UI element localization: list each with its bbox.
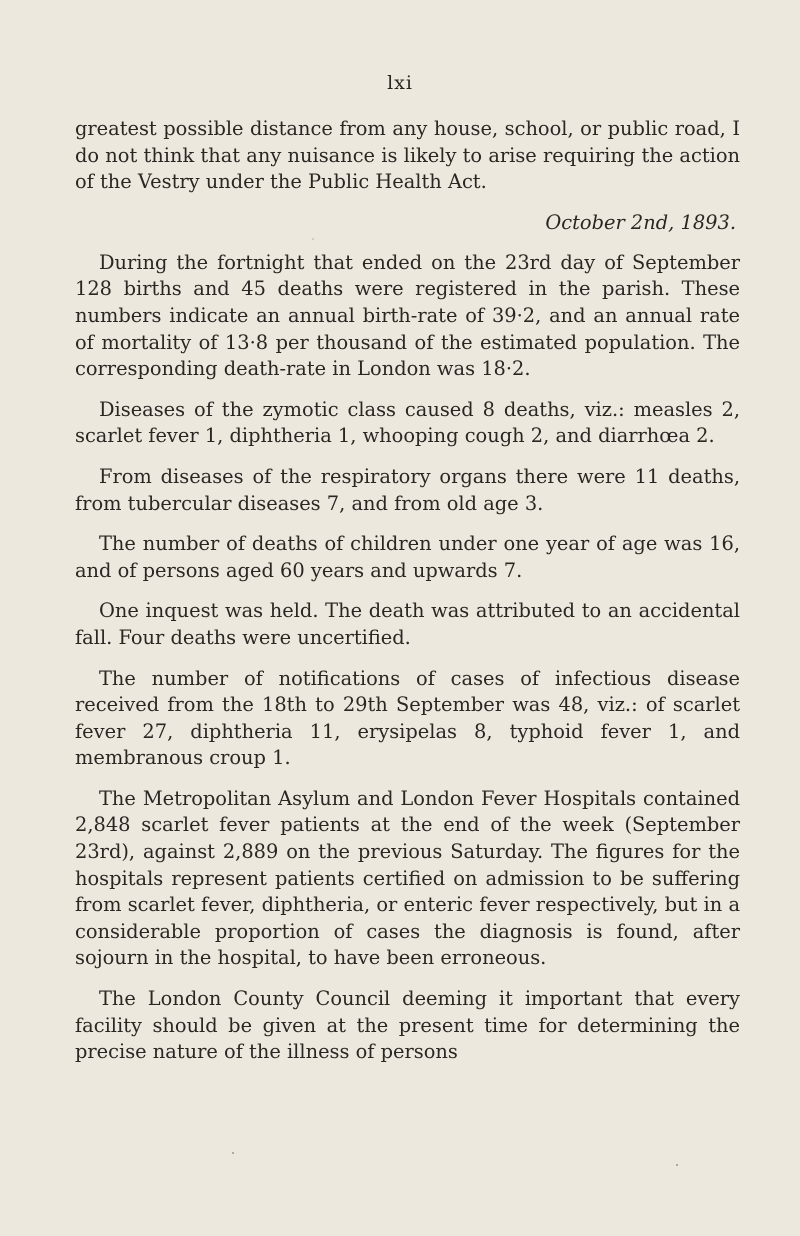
paper-speck	[312, 238, 314, 240]
paragraph-notifications: The number of notifications of cases of infectious disease received from the 18th to 29th September was 48, viz.: of scarlet fever 27, diphtheria 11, erysipelas 8, typhoid fever 1, and membranous croup 1.	[75, 666, 740, 770]
page-number: lxi	[387, 72, 413, 94]
report-body	[75, 116, 740, 1080]
paper-speck	[232, 1152, 234, 1154]
report-dateline: October 2nd, 1893.	[545, 210, 736, 234]
paragraph-hospitals: The Metropolitan Asylum and London Fever Hospitals contained 2,848 scarlet fever patients at the end of the week (September 23rd), against 2,889 on the previous Saturday. The figures for the hospitals represent patients certified on admission to be suffering from scarlet fever, diphtheria, or enteric fever respectively, but in a considerable proportion of cases the diagnosis is found, after sojourn in the hospital, to have been erroneous.	[75, 786, 740, 970]
paragraph-inquest: One inquest was held. The death was attributed to an accidental fall. Four deaths were uncertified.	[75, 599, 740, 649]
paper-speck	[676, 1164, 678, 1166]
paragraph-respiratory-diseases: From diseases of the respiratory organs there were 11 deaths, from tubercular diseases 7, and from old age 3.	[75, 464, 740, 515]
paragraph-child-deaths: The number of deaths of children under one year of age was 16, and of persons aged 60 years and upwards 7.	[75, 532, 740, 582]
paragraph-births-deaths: During the fortnight that ended on the 23rd day of September 128 births and 45 deaths were registered in the parish. These numbers indicate an annual birth-rate of 39·2, and an annual rate of mortality of 13·8 per thousand of the estimated population. The corresponding death-rate in London was 18·2.	[75, 250, 740, 381]
paragraph-zymotic-diseases: Diseases of the zymotic class caused 8 deaths, viz.: measles 2, scarlet fever 1, diphtheria 1, whooping cough 2, and diarrhœa 2.	[75, 397, 740, 448]
paragraph-county-council: The London County Council deeming it important that every facility should be given at the present time for determining the precise nature of the illness of persons	[75, 987, 740, 1064]
paragraph-continued: greatest possible distance from any house, school, or public road, I do not think that any nuisance is likely to arise requiring the action of the Vestry under the Public Health Act.	[75, 117, 740, 194]
